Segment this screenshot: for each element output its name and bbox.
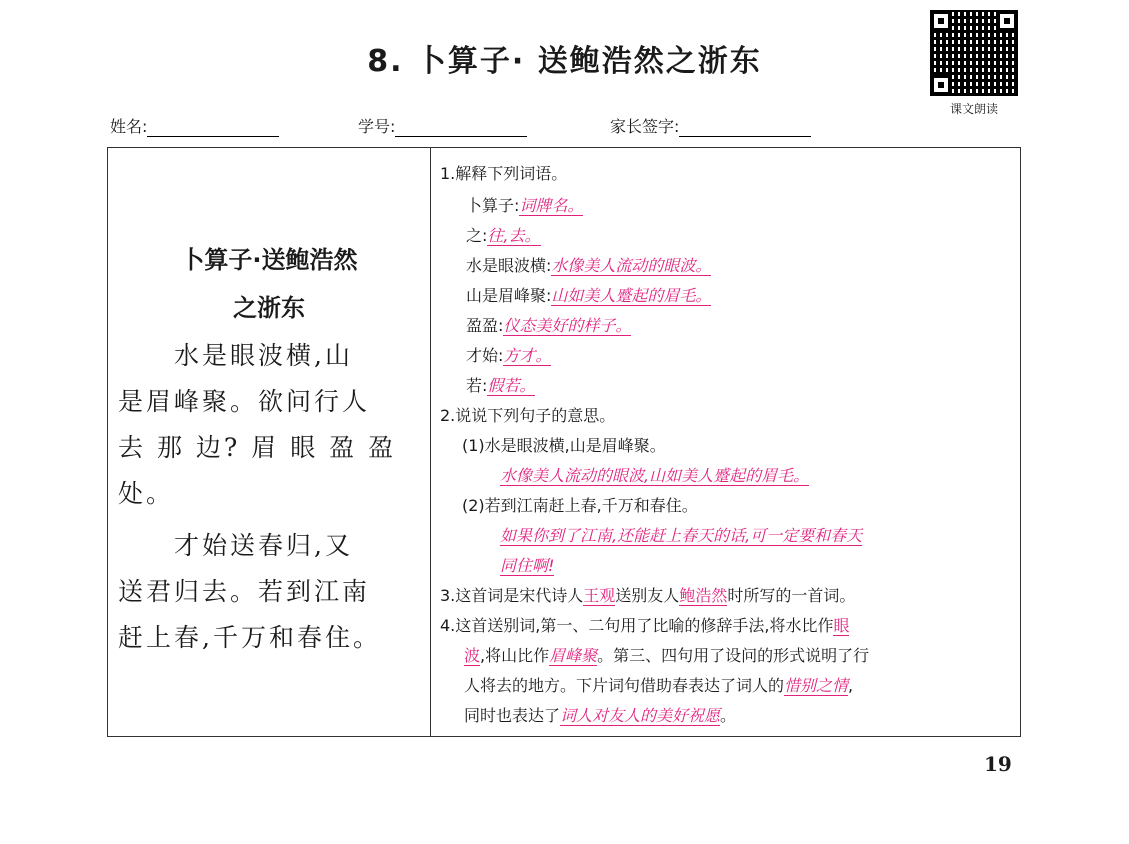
- q2-title: 2.说说下列句子的意思。: [440, 406, 616, 425]
- qr-label: 课文朗读: [949, 102, 998, 116]
- q4-line4: [464, 706, 736, 726]
- q2-sentence-1: (1)水是眼波横,山是眉峰聚。: [462, 436, 666, 455]
- q4-text: 同时也表达了: [464, 706, 561, 725]
- column-divider: [430, 147, 431, 737]
- q4-line3: [464, 676, 853, 696]
- poem-line: 水是眼波横,山: [118, 341, 353, 370]
- q3: [440, 586, 855, 606]
- q1-term: 盈盈:: [466, 316, 504, 335]
- q3-answer-poet: 王观: [583, 586, 616, 605]
- q4-answer-1a: 眼: [833, 616, 850, 635]
- number-field[interactable]: [358, 114, 527, 137]
- q2-sentence-2: (2)若到江南赶上春,千万和春住。: [462, 496, 698, 515]
- poem-line: 送君归去。若到江南: [118, 577, 371, 606]
- q4-line2: [464, 646, 869, 666]
- q4-text: ,将山比作: [480, 646, 550, 665]
- q1-term: 之:: [466, 226, 488, 245]
- q4-text: 4.这首送别词,第一、二句用了比喻的修辞手法,将水比作: [440, 616, 834, 635]
- q4-text: 人将去的地方。下片词句借助春表达了词人的: [464, 676, 785, 695]
- q1-answer: 水像美人流动的眼波。: [551, 256, 712, 275]
- qr-code-icon[interactable]: [930, 10, 1018, 96]
- q1-term: 才始:: [466, 346, 504, 365]
- q1-term: 水是眼波横:: [466, 256, 552, 275]
- q1-answer: 词牌名。: [519, 196, 584, 215]
- poem-title-line2: 之浙东: [233, 294, 305, 322]
- q4-answer-3: 惜别之情: [784, 676, 849, 695]
- q1-item: [466, 376, 535, 396]
- name-label: 姓名:: [110, 117, 148, 136]
- q1-term: 若:: [466, 376, 488, 395]
- number-label: 学号:: [358, 117, 396, 136]
- q2-answer-2-line2: 同住啊!: [500, 556, 555, 575]
- name-field[interactable]: [110, 114, 279, 137]
- parent-signature-line[interactable]: [679, 120, 811, 137]
- poem-line: 赶上春,千万和春住。: [118, 623, 381, 652]
- q1-answer: 往,去。: [487, 226, 541, 245]
- q3-text: 3.这首词是宋代诗人: [440, 586, 584, 605]
- q4-text: ,: [848, 676, 854, 695]
- q1-item: [466, 346, 551, 366]
- page-number: 19: [984, 752, 1012, 776]
- q4-text: 。第三、四句用了设问的形式说明了行: [597, 646, 870, 665]
- poem-line: 去 那 边? 眉 眼 盈 盈: [118, 433, 397, 462]
- poem-line: 处。: [118, 479, 175, 508]
- page-title: 8. 卜算子· 送鲍浩然之浙东: [367, 44, 762, 79]
- q1-answer: 方才。: [503, 346, 552, 365]
- q1-term: 卜算子:: [466, 196, 520, 215]
- poem-title-line1: 卜算子·送鲍浩然: [180, 246, 358, 274]
- poem-line: 是眉峰聚。欲问行人: [118, 387, 371, 416]
- q2-answer-2-line1: 如果你到了江南,还能赶上春天的话,可一定要和春天: [500, 526, 863, 545]
- q4-answer-4: 词人对友人的美好祝愿: [560, 706, 721, 725]
- q1-answer: 仪态美好的样子。: [503, 316, 632, 335]
- q2-answer-1: 水像美人流动的眼波,山如美人蹙起的眉毛。: [500, 466, 810, 485]
- parent-signature-field[interactable]: [610, 114, 811, 137]
- q1-item: [466, 316, 631, 336]
- q1-title: 1.解释下列词语。: [440, 164, 568, 183]
- q4-line1: [440, 616, 849, 636]
- q1-answer: 假若。: [487, 376, 536, 395]
- q1-item: [466, 226, 541, 246]
- q4-answer-2: 眉峰聚: [549, 646, 598, 665]
- q1-item: [466, 286, 711, 306]
- q1-item: [466, 256, 711, 276]
- parent-signature-label: 家长签字:: [610, 117, 680, 136]
- q4-text: 。: [720, 706, 737, 725]
- poem-line: 才始送春归,又: [118, 531, 353, 560]
- q4-answer-1b: 波: [464, 646, 481, 665]
- number-line[interactable]: [395, 120, 527, 137]
- q3-answer-friend: 鲍浩然: [679, 586, 728, 605]
- q3-text: 时所写的一首词。: [727, 586, 856, 605]
- name-line[interactable]: [147, 120, 279, 137]
- q1-item: [466, 196, 583, 216]
- q1-answer: 山如美人蹙起的眉毛。: [551, 286, 712, 305]
- q3-text: 送别友人: [615, 586, 680, 605]
- q1-term: 山是眉峰聚:: [466, 286, 552, 305]
